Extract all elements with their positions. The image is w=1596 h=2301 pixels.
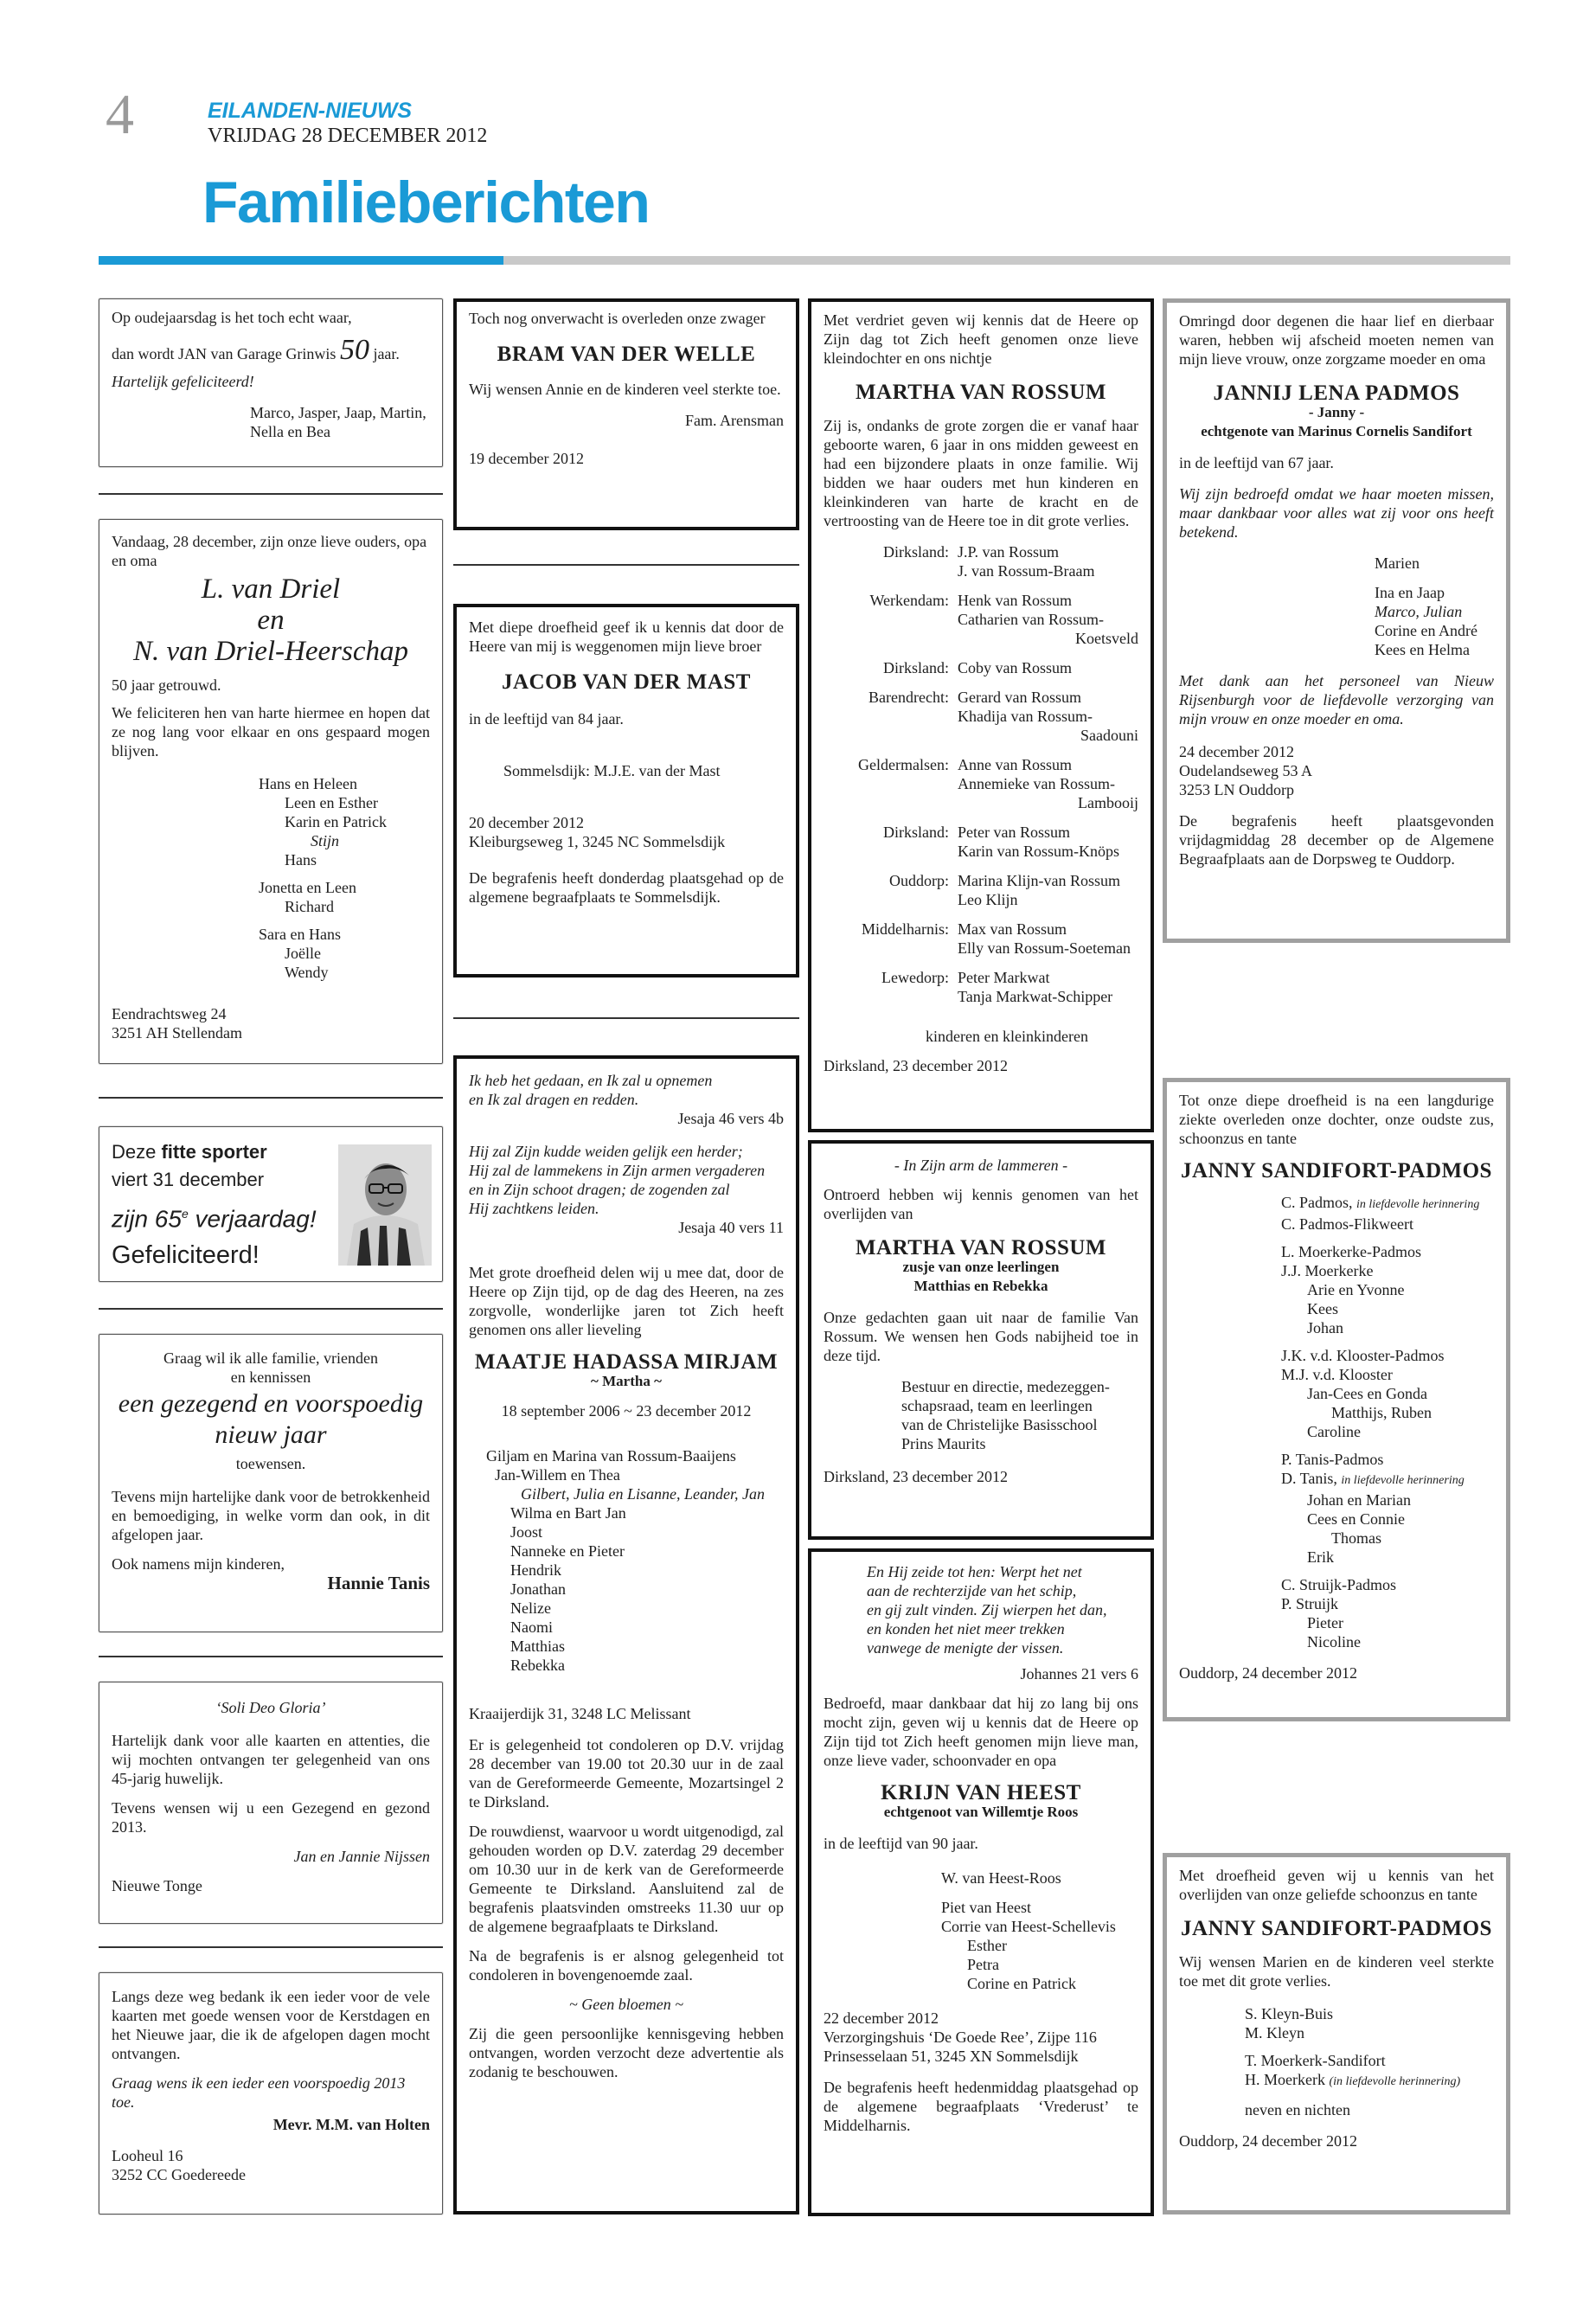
name: N. van Driel-Heerschap bbox=[132, 636, 408, 667]
place: Dirksland: bbox=[883, 659, 949, 676]
address: Eendrachtsweg 24 bbox=[112, 1005, 227, 1022]
text: viert 31 december bbox=[112, 1169, 265, 1190]
quote-ref: Johannes 21 vers 6 bbox=[1020, 1665, 1138, 1682]
name: H. Moerkerk (in liefdevolle herinnering) bbox=[1245, 2071, 1461, 2088]
intro: Vandaag, 28 december, zijn onze lieve ouders, opa en oma bbox=[112, 533, 427, 569]
name: Joëlle bbox=[285, 945, 321, 962]
deceased-name: KRIJN VAN HEEST bbox=[881, 1781, 1081, 1804]
name: Gerard van Rossum bbox=[958, 689, 1081, 706]
nickname: - Janny - bbox=[1308, 404, 1365, 420]
name: C. Padmos, in liefdevolle herinnering bbox=[1281, 1194, 1480, 1211]
text: Wij wensen Annie en de kinderen veel sterkte toe. bbox=[469, 381, 781, 398]
name: Leen en Esther bbox=[285, 794, 378, 811]
separator bbox=[99, 1946, 443, 1948]
text: Gefeliciteerd! bbox=[112, 1241, 260, 1270]
name: Corrie van Heest-Schellevis bbox=[941, 1918, 1116, 1935]
name: Marco, Julian bbox=[1375, 603, 1463, 620]
name: P. Tanis-Padmos bbox=[1281, 1451, 1384, 1468]
name: Gilbert, Julia en Lisanne, Leander, Jan bbox=[521, 1485, 765, 1503]
portrait-photo bbox=[338, 1144, 432, 1266]
text: De begrafenis heeft donderdag plaatsgehad op de algemene begraafplaats te Sommelsdijk. bbox=[469, 869, 784, 906]
deceased-name: JANNIJ LENA PADMOS bbox=[1213, 381, 1460, 405]
name: Saadouni bbox=[1080, 727, 1138, 744]
family-row bbox=[824, 920, 1138, 958]
name: Marina Klijn-van Rossum bbox=[958, 872, 1120, 889]
place: Ouddorp: bbox=[889, 872, 949, 889]
text: Met grote droefheid delen wij u mee dat, door de Heere op Zijn tijd, op de dag des Heeren, na zes zorgvolle, wonderlijke jaren tot Zich heeft genomen ons aller lieveling bbox=[469, 1264, 784, 1338]
name: T. Moerkerk-Sandifort bbox=[1245, 2052, 1386, 2069]
text: Toch nog onverwacht is overleden onze zwager bbox=[469, 310, 766, 327]
quote: en Ik zal dragen en redden. bbox=[469, 1091, 639, 1108]
place: Nieuwe Tonge bbox=[112, 1877, 202, 1894]
dates: 18 september 2006 ~ 23 december 2012 bbox=[501, 1402, 752, 1420]
ad-hannie-tanis bbox=[99, 1334, 443, 1632]
name: Karin van Rossum-Knöps bbox=[958, 843, 1119, 860]
name: D. Tanis, in liefdevolle herinnering bbox=[1281, 1470, 1465, 1487]
no-flowers: ~ Geen bloemen ~ bbox=[569, 1996, 683, 2013]
family-list bbox=[824, 1868, 1138, 1993]
subtitle: echtgenote van Marinus Cornelis Sandifort bbox=[1201, 423, 1472, 439]
text: Met dank aan het personeel van Nieuw Rijsenburgh voor de liefdevolle verzorging van mijn vrouw en onze moeder en oma. bbox=[1179, 672, 1494, 727]
signature: Marco, Jasper, Jaap, Martin, bbox=[250, 404, 426, 421]
name: Peter Markwat bbox=[958, 969, 1050, 986]
subtitle: zusje van onze leerlingen bbox=[902, 1259, 1060, 1275]
deceased-name: JACOB VAN DER MAST bbox=[502, 670, 751, 694]
name: Naomi bbox=[510, 1618, 553, 1636]
name: Sara en Hans bbox=[259, 926, 341, 943]
address: Verzorgingshuis ‘De Goede Ree’, Zijpe 116 bbox=[824, 2029, 1097, 2046]
name: Corine en Patrick bbox=[967, 1975, 1076, 1992]
text: Deze fitte sporter bbox=[112, 1141, 267, 1163]
text: Langs deze weg bedank ik een ieder voor de vele kaarten met goede wensen voor de Kerstdagen en het Nieuwe jaar, die ik de afgelopen dagen mocht ontvangen. bbox=[112, 1988, 430, 2062]
date: 19 december 2012 bbox=[469, 450, 584, 467]
signature: Fam. Arensman bbox=[685, 412, 784, 429]
signature: Hannie Tanis bbox=[327, 1573, 430, 1593]
quote: Hij zal Zijn kudde weiden gelijk een herder; bbox=[469, 1143, 743, 1160]
separator bbox=[99, 1097, 443, 1099]
text: De begrafenis heeft plaatsgevonden vrijdagmiddag 28 december op de Algemene Begraafplaats aan de Dorpsweg te Ouddorp. bbox=[1179, 812, 1494, 868]
name: neven en nichten bbox=[1245, 2101, 1350, 2118]
separator bbox=[453, 1017, 799, 1019]
text: Tevens wensen wij u een Gezegend en gezond 2013. bbox=[112, 1799, 430, 1836]
name: Hans bbox=[285, 851, 317, 868]
text: 50 jaar getrouwd. bbox=[112, 676, 221, 694]
name: J.J. Moerkerke bbox=[1281, 1262, 1374, 1279]
name: Wilma en Bart Jan bbox=[510, 1504, 626, 1522]
name: Ina en Jaap bbox=[1375, 584, 1445, 601]
text: Wij wensen Marien en de kinderen veel sterkte toe met dit grote verlies. bbox=[1179, 1953, 1494, 1990]
text: Ontroerd hebben wij kennis genomen van het overlijden van bbox=[824, 1186, 1138, 1222]
family-row bbox=[824, 968, 1138, 1006]
separator bbox=[99, 1308, 443, 1310]
deceased-name: JANNY SANDIFORT-PADMOS bbox=[1181, 1159, 1492, 1183]
name: J. van Rossum-Braam bbox=[958, 562, 1095, 580]
name: Johan en Marian bbox=[1307, 1491, 1411, 1509]
name: Caroline bbox=[1307, 1423, 1361, 1440]
deceased-name: MAATJE HADASSA MIRJAM bbox=[474, 1350, 779, 1374]
quote: En Hij zeide tot hen: Werpt het net bbox=[867, 1563, 1082, 1580]
text: en kennissen bbox=[230, 1368, 311, 1386]
separator bbox=[99, 1656, 443, 1657]
family-list bbox=[1179, 2004, 1494, 2119]
ad-van-holten bbox=[99, 1972, 443, 2214]
ad-soli-deo-gloria bbox=[99, 1682, 443, 1924]
name: Khadija van Rossum- bbox=[958, 708, 1093, 725]
text: toewensen. bbox=[235, 1455, 306, 1472]
name: Petra bbox=[967, 1956, 999, 1973]
text: Met droefheid geven wij u kennis van het overlijden van onze geliefde schoonzus en tante bbox=[1179, 1867, 1494, 1903]
text: Ook namens mijn kinderen, bbox=[112, 1555, 285, 1573]
address: Kraaijerdijk 31, 3248 LC Melissant bbox=[469, 1705, 691, 1722]
text: Met diepe droefheid geef ik u kennis dat door de Heere van mij is weggenomen mijn lieve broer bbox=[469, 619, 784, 655]
ad-martha-van-rossum-family bbox=[808, 298, 1154, 1132]
section-title: Familieberichten bbox=[202, 170, 650, 235]
name: M. Kleyn bbox=[1245, 2024, 1304, 2041]
address: Oudelandseweg 53 A bbox=[1179, 762, 1312, 779]
name: L. Moerkerke-Padmos bbox=[1281, 1243, 1421, 1260]
name: Karin en Patrick bbox=[285, 813, 387, 830]
date: 22 december 2012 bbox=[824, 2009, 939, 2027]
name: Arie en Yvonne bbox=[1307, 1281, 1405, 1298]
ad-jan-50 bbox=[99, 298, 443, 467]
name: Nelize bbox=[510, 1599, 551, 1617]
text: Bestuur en directie, medezeggen- bbox=[901, 1378, 1110, 1395]
family-list bbox=[112, 774, 430, 982]
motto: - In Zijn arm de lammeren - bbox=[894, 1157, 1068, 1174]
name: Elly van Rossum-Soeteman bbox=[958, 939, 1131, 957]
name: Pieter bbox=[1307, 1614, 1343, 1631]
signature: Jan en Jannie Nijssen bbox=[293, 1848, 430, 1865]
name: Giljam en Marina van Rossum-Baaijens bbox=[486, 1447, 736, 1465]
name: M.J. v.d. Klooster bbox=[1281, 1366, 1393, 1383]
text: De begrafenis heeft hedenmiddag plaatsgehad op de algemene begraafplaats ‘Vrederust’ te Middelharnis. bbox=[824, 2079, 1138, 2134]
family-row bbox=[824, 688, 1138, 745]
motto: ‘Soli Deo Gloria’ bbox=[215, 1699, 326, 1716]
newspaper-logo: EILANDEN-NIEUWS bbox=[208, 99, 413, 123]
text: zijn 65e verjaardag! bbox=[112, 1205, 317, 1233]
name: Jonathan bbox=[510, 1580, 566, 1598]
text: in de leeftijd van 90 jaar. bbox=[824, 1835, 978, 1852]
family-row bbox=[824, 823, 1138, 861]
family-list bbox=[1179, 1193, 1494, 1651]
name: Jan-Cees en Gonda bbox=[1307, 1385, 1427, 1402]
name: Max van Rossum bbox=[958, 920, 1067, 938]
text: Omringd door degenen die haar lief en dierbaar waren, hebben wij afscheid moeten nemen van mijn lieve vrouw, onze zorgzame moeder en oma bbox=[1179, 312, 1494, 368]
name: Tanja Markwat-Schipper bbox=[958, 988, 1113, 1005]
name: Wendy bbox=[285, 964, 329, 981]
text: Graag wens ik een ieder een voorspoedig 2013 toe. bbox=[112, 2074, 406, 2111]
name: S. Kleyn-Buis bbox=[1245, 2005, 1334, 2022]
name: Cees en Connie bbox=[1307, 1510, 1405, 1528]
name: Lambooij bbox=[1078, 794, 1138, 811]
name: Nicoline bbox=[1307, 1633, 1361, 1650]
address: 3252 CC Goedereede bbox=[112, 2166, 246, 2183]
ad-janny-sandifort-padmos-family bbox=[1163, 1078, 1510, 1721]
ad-martha-van-rossum-school bbox=[808, 1140, 1154, 1540]
name: Koetsveld bbox=[1075, 630, 1138, 647]
page-number: 4 bbox=[106, 83, 134, 146]
name: Erik bbox=[1307, 1548, 1334, 1566]
address: 3251 AH Stellendam bbox=[112, 1024, 242, 1042]
name: Johan bbox=[1307, 1319, 1343, 1336]
quote: Hij zal de lammekens in Zijn armen vergaderen bbox=[469, 1162, 766, 1179]
date: 24 december 2012 bbox=[1179, 743, 1294, 760]
subtitle: Matthias en Rebekka bbox=[913, 1278, 1048, 1294]
ad-maatje-hadassa-mirjam bbox=[453, 1055, 799, 2214]
name: Marien bbox=[1375, 554, 1420, 572]
quote: Hij zachtkens leiden. bbox=[469, 1200, 599, 1217]
name: Nanneke en Pieter bbox=[510, 1542, 625, 1560]
address: 3253 LN Ouddorp bbox=[1179, 781, 1294, 798]
signature: Nella en Bea bbox=[250, 423, 330, 440]
text: Zij is, ondanks de grote zorgen die er vanaf haar geboorte waren, 6 jaar in ons midden geweest en had een bijzondere plaats in onze familie. Wij bidden we haar ouders met hun kinderen en kleinkinderen van harte de kracht en de vertroosting van de Heere toe in dit grote verlies. bbox=[824, 417, 1138, 529]
address: Kleiburgseweg 1, 3245 NC Sommelsdijk bbox=[469, 833, 726, 850]
date: Ouddorp, 24 december 2012 bbox=[1179, 1664, 1357, 1682]
text: We feliciteren hen van harte hiermee en hopen dat ze nog lang voor elkaar en ons gespaard mogen blijven. bbox=[112, 704, 430, 760]
family-row bbox=[824, 542, 1138, 580]
text: Zij die geen persoonlijke kennisgeving hebben ontvangen, worden verzocht deze advertentie als zodanig te beschouwen. bbox=[469, 2025, 784, 2080]
quote: aan de rechterzijde van het schip, bbox=[867, 1582, 1077, 1599]
text: in de leeftijd van 84 jaar. bbox=[469, 710, 624, 727]
signature: Sommelsdijk: M.J.E. van der Mast bbox=[503, 762, 721, 779]
text: Er is gelegenheid tot condoleren op D.V. vrijdag 28 december van 19.00 tot 20.30 uur in de zaal van de Gereformeerde Gemeente, Mozartsingel 2 te Dirksland. bbox=[469, 1736, 784, 1811]
name: Anne van Rossum bbox=[958, 756, 1072, 773]
text: Onze gedachten gaan uit naar de familie Van Rossum. We wensen hen Gods nabijheid toe in deze tijd. bbox=[824, 1309, 1138, 1364]
name: Rebekka bbox=[510, 1657, 565, 1674]
name: Peter van Rossum bbox=[958, 824, 1070, 841]
quote-ref: Jesaja 40 vers 11 bbox=[678, 1219, 784, 1236]
deceased-name: MARTHA VAN ROSSUM bbox=[855, 381, 1107, 404]
name: Coby van Rossum bbox=[958, 659, 1073, 676]
section-rule-blue bbox=[99, 256, 503, 265]
section-rule-grey bbox=[503, 256, 1510, 265]
name: Annemieke van Rossum- bbox=[958, 775, 1115, 792]
name: Jan-Willem en Thea bbox=[495, 1466, 620, 1484]
quote: en konden het niet meer trekken bbox=[867, 1620, 1065, 1638]
name: Kees bbox=[1307, 1300, 1338, 1317]
date: Ouddorp, 24 december 2012 bbox=[1179, 2132, 1357, 2150]
ad-van-driel bbox=[99, 519, 443, 1064]
family-list bbox=[824, 542, 1138, 1006]
text: Wij zijn bedroefd omdat we haar moeten missen, maar dankbaar voor alles wat zij voor ons heeft betekend. bbox=[1179, 485, 1494, 541]
name: C. Padmos-Flikweert bbox=[1281, 1215, 1413, 1233]
signature bbox=[824, 1377, 1138, 1453]
text: De rouwdienst, waarvoor u wordt uitgenodigd, zal gehouden worden op D.V. zaterdag 29 december om 10.30 uur in de kerk van de Gereformeerde Gemeente te Dirksland. Aansluitend zal de begrafenis plaatsvinden omstreeks 11.30 uur op de algemene begraafplaats te Dirksland. bbox=[469, 1823, 784, 1935]
name: C. Struijk-Padmos bbox=[1281, 1576, 1397, 1593]
quote-ref: Jesaja 46 vers 4b bbox=[677, 1110, 784, 1127]
text: Op oudejaarsdag is het toch echt waar, bbox=[112, 309, 352, 326]
family-row bbox=[824, 871, 1138, 909]
name: Thomas bbox=[1331, 1529, 1381, 1547]
ad-sporter bbox=[99, 1126, 443, 1282]
separator bbox=[453, 564, 799, 566]
date: 20 december 2012 bbox=[469, 814, 584, 831]
name: Matthijs, Ruben bbox=[1331, 1404, 1432, 1421]
age-line: dan wordt JAN van Garage Grinwis 50 jaar. bbox=[112, 334, 400, 366]
text: Prins Maurits bbox=[901, 1435, 986, 1452]
name: Jonetta en Leen bbox=[259, 879, 356, 896]
place: Dirksland: bbox=[883, 824, 949, 841]
text: in de leeftijd van 67 jaar. bbox=[1179, 454, 1334, 471]
place: Dirksland: bbox=[883, 543, 949, 561]
deceased-name: MARTHA VAN ROSSUM bbox=[855, 1236, 1107, 1259]
name: Hans en Heleen bbox=[259, 775, 357, 792]
name: Hendrik bbox=[510, 1561, 561, 1579]
place: Middelharnis: bbox=[862, 920, 949, 938]
family-row bbox=[824, 658, 1138, 677]
place: Barendrecht: bbox=[869, 689, 949, 706]
name: Piet van Heest bbox=[941, 1899, 1031, 1916]
quote: Ik heb het gedaan, en Ik zal u opnemen bbox=[469, 1072, 713, 1089]
name: J.K. v.d. Klooster-Padmos bbox=[1281, 1347, 1445, 1364]
name: W. van Heest-Roos bbox=[941, 1869, 1061, 1887]
deceased-name: BRAM VAN DER WELLE bbox=[497, 343, 756, 366]
date: Dirksland, 23 december 2012 bbox=[824, 1468, 1008, 1485]
name: Henk van Rossum bbox=[958, 592, 1072, 609]
name: L. van Driel bbox=[201, 574, 341, 605]
name: Catharien van Rossum- bbox=[958, 611, 1104, 628]
name: P. Struijk bbox=[1281, 1595, 1339, 1612]
ad-krijn-van-heest bbox=[808, 1548, 1154, 2216]
nickname: ~ Martha ~ bbox=[591, 1373, 662, 1389]
address: Looheul 16 bbox=[112, 2147, 183, 2164]
text: schapsraad, team en leerlingen bbox=[901, 1397, 1093, 1414]
signature: Mevr. M.M. van Holten bbox=[272, 2116, 430, 2133]
name: Richard bbox=[285, 898, 334, 915]
name: J.P. van Rossum bbox=[958, 543, 1060, 561]
name: Stijn bbox=[311, 832, 340, 849]
name: Leo Klijn bbox=[958, 891, 1018, 908]
text: kinderen en kleinkinderen bbox=[926, 1028, 1088, 1045]
family-row bbox=[824, 591, 1138, 648]
text: Tevens mijn hartelijke dank voor de betrokkenheid en bemoediging, in welke vorm dan ook, in dit afgelopen jaar. bbox=[112, 1488, 430, 1543]
ad-jannij-lena-padmos bbox=[1163, 298, 1510, 943]
text: Hartelijk dank voor alle kaarten en attenties, die wij mochten ontvangen ter gelegenheid van ons 45-jarig huwelijk. bbox=[112, 1732, 430, 1787]
text: van de Christelijke Basisschool bbox=[901, 1416, 1098, 1433]
quote: vanwege de menigte der vissen. bbox=[867, 1639, 1064, 1657]
address: Prinsesselaan 51, 3245 XN Sommelsdijk bbox=[824, 2048, 1079, 2065]
name: Joost bbox=[510, 1523, 543, 1541]
quote-block bbox=[824, 1562, 1138, 1657]
date: Dirksland, 23 december 2012 bbox=[824, 1057, 1008, 1074]
ad-bram-van-der-welle bbox=[453, 298, 799, 530]
family-row bbox=[824, 755, 1138, 812]
quote: en in Zijn schoot dragen; de zogenden zal bbox=[469, 1181, 730, 1198]
family-list bbox=[469, 1446, 784, 1675]
headline: een gezegend en voorspoedig nieuw jaar bbox=[118, 1389, 424, 1449]
ad-janny-sandifort-padmos-kleyn bbox=[1163, 1853, 1510, 2214]
text: Met verdriet geven wij kennis dat de Heere op Zijn dag tot Zich heeft genomen onze lieve kleindochter en ons nichtje bbox=[824, 311, 1138, 367]
publication-date: VRIJDAG 28 DECEMBER 2012 bbox=[208, 125, 488, 147]
name: Matthias bbox=[510, 1638, 565, 1655]
ad-jacob-van-der-mast bbox=[453, 604, 799, 977]
text: Na de begrafenis is er alsnog gelegenheid tot condoleren in bovengenoemde zaal. bbox=[469, 1947, 784, 1984]
text: Bedroefd, maar dankbaar dat hij zo lang bij ons mocht zijn, geven wij u kennis dat de Heere op Zijn tijd tot Zich heeft genomen mijn lieve man, onze lieve vader, schoonvader en opa bbox=[824, 1695, 1138, 1769]
name: Kees en Helma bbox=[1375, 641, 1470, 658]
place: Geldermalsen: bbox=[858, 756, 949, 773]
place: Werkendam: bbox=[869, 592, 949, 609]
quote: en gij zult vinden. Zij wierpen het dan, bbox=[867, 1601, 1107, 1618]
text: Tot onze diepe droefheid is na een langdurige ziekte overleden onze dochter, onze oudste zus, schoonzus en tante bbox=[1179, 1092, 1494, 1147]
name: Corine en André bbox=[1375, 622, 1477, 639]
name: Esther bbox=[967, 1937, 1007, 1954]
subtitle: echtgenoot van Willemtje Roos bbox=[883, 1804, 1079, 1820]
deceased-name: JANNY SANDIFORT-PADMOS bbox=[1181, 1917, 1492, 1940]
name: en bbox=[257, 605, 285, 636]
wish: Hartelijk gefeliciteerd! bbox=[112, 373, 254, 390]
family-list bbox=[1179, 554, 1494, 659]
separator bbox=[99, 493, 443, 495]
place: Lewedorp: bbox=[881, 969, 949, 986]
text: Graag wil ik alle familie, vrienden bbox=[163, 1349, 378, 1367]
